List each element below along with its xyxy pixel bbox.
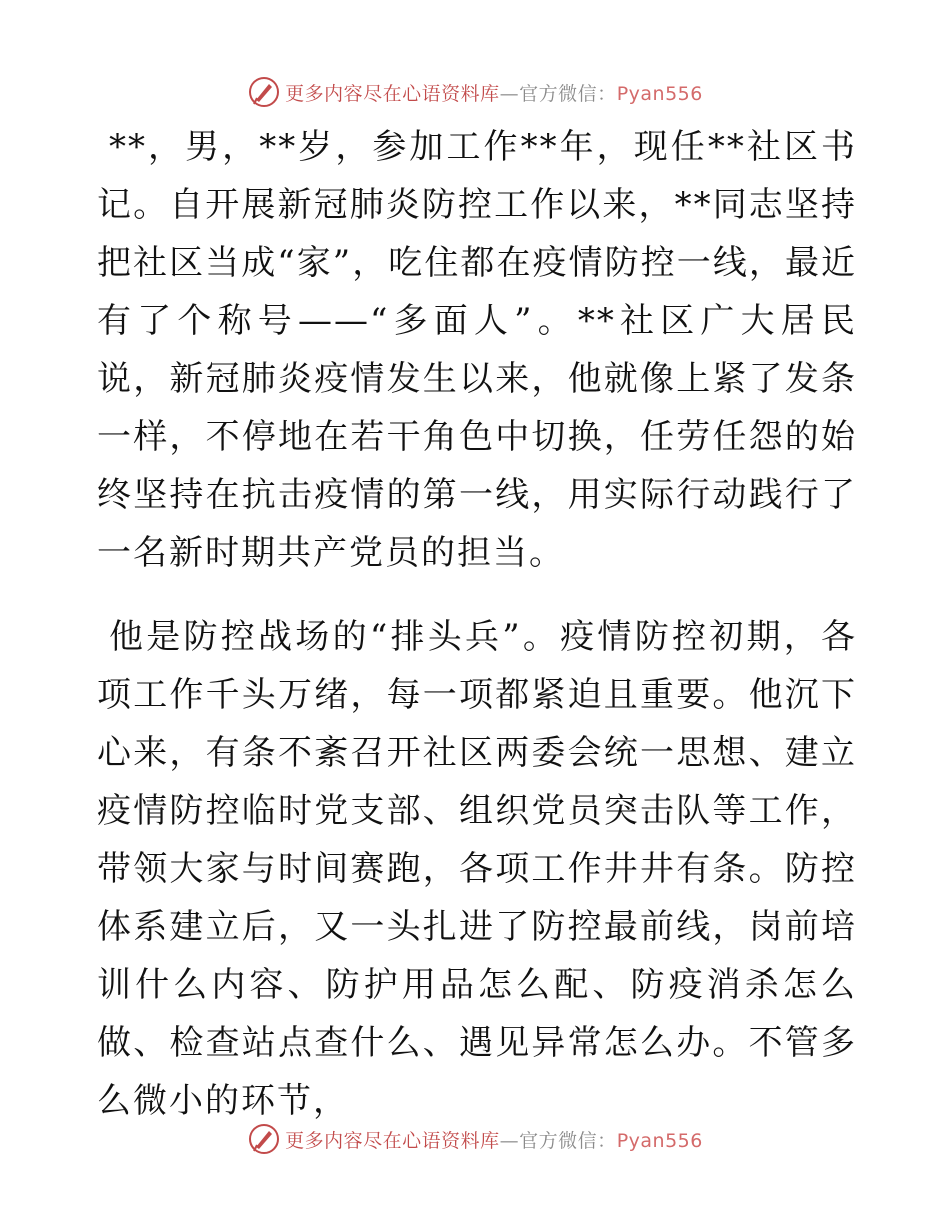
paragraph-2: 他是防控战场的“排头兵”。疫情防控初期，各项工作千头万绪，每一项都紧迫且重要。他沉下心来，有条不紊召开社区两委会统一思想、建立疫情防控临时党支部、组织党员突击队等工作，带领大家与时间赛跑，各项工作井井有条。防控体系建立后，又一头扎进了防控最前线，岗前培训什么内容、防护用品怎么配、防疫消杀怎么做、检查站点查什么、遇见异常怎么办。不管多么微小的环节， [97, 617, 857, 1121]
footer-watermark-banner [0, 1119, 950, 1159]
header-watermark-banner [0, 72, 950, 112]
banner-text [285, 1126, 703, 1153]
banner-text [285, 79, 703, 106]
banner-site-text: 更多内容尽在心语资料库 [285, 82, 500, 105]
banner-separator: — [499, 1129, 520, 1152]
banner-label: 官方微信： [519, 82, 617, 105]
quill-pen-logo-icon [247, 75, 281, 109]
banner-site-text: 更多内容尽在心语资料库 [285, 1129, 500, 1152]
document-body [97, 118, 857, 1156]
paragraph-1: **，男，**岁，参加工作**年，现任**社区书记。自开展新冠肺炎防控工作以来，**同志坚持把社区当成“家”，吃住都在疫情防控一线，最近有了个称号——“多面人”。**社区广大居民说，新冠肺炎疫情发生以来，他就像上紧了发条一样，不停地在若干角色中切换，任劳任怨的始终坚持在抗击疫情的第一线，用实际行动践行了一名新时期共产党员的担当。 [97, 127, 857, 573]
banner-wechat-id: Pyan556 [616, 82, 703, 105]
banner-separator: — [499, 82, 520, 105]
banner-label: 官方微信： [519, 1129, 617, 1152]
quill-pen-logo-icon [247, 1122, 281, 1156]
banner-wechat-id: Pyan556 [616, 1129, 703, 1152]
